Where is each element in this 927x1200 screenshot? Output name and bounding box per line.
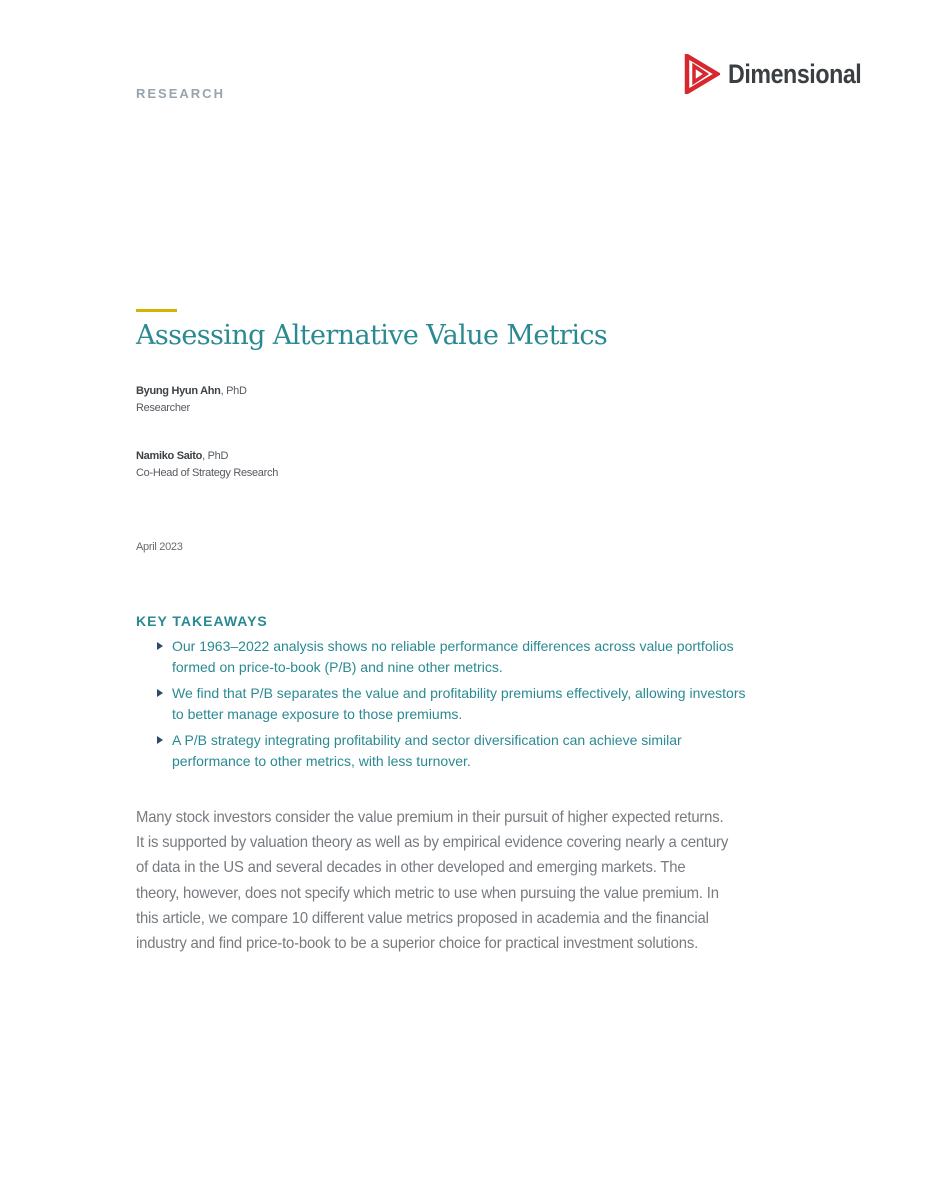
list-item — [158, 683, 758, 725]
dimensional-triangle-logo-icon — [684, 54, 720, 94]
triangle-bullet-icon — [157, 642, 163, 650]
triangle-bullet-icon — [157, 689, 163, 697]
section-label: RESEARCH — [136, 86, 225, 101]
brand-name: Dimensional — [728, 58, 862, 89]
key-takeaways-heading: KEY TAKEAWAYS — [136, 613, 268, 629]
author-name: Namiko Saito — [136, 450, 203, 462]
author-credential: , PhD — [202, 450, 229, 462]
title-accent-rule — [136, 309, 177, 312]
triangle-bullet-icon — [157, 736, 163, 744]
brand-logo — [684, 54, 883, 94]
author-role: Co-Head of Strategy Research — [136, 467, 279, 479]
takeaway-text: A P/B strategy integrating profitability and sector diversification can achieve similar performance to other metrics, with less turnover. — [172, 732, 682, 769]
author-name: Byung Hyun Ahn — [136, 385, 221, 397]
key-takeaways-list — [158, 636, 758, 777]
takeaway-text: Our 1963–2022 analysis shows no reliable performance differences across value portfolios formed on price-to-book (P/B) and nine other metrics. — [172, 638, 734, 675]
publication-date: April 2023 — [136, 541, 183, 553]
page-title: Assessing Alternative Value Metrics — [136, 320, 608, 351]
list-item — [158, 636, 758, 678]
author-role: Researcher — [136, 402, 190, 414]
author-block — [136, 448, 278, 482]
takeaway-text: We find that P/B separates the value and profitability premiums effectively, allowing investors to better manage exposure to those premiums. — [172, 685, 746, 722]
author-credential: , PhD — [220, 385, 247, 397]
intro-paragraph: Many stock investors consider the value premium in their pursuit of higher expected returns. It is supported by valuation theory as well as by empirical evidence covering nearly a century of data in the US and several decades in other developed and emerging markets. The theory, however, does not specify which metric to use when pursuing the value premium. In this article, we compare 10 different value metrics proposed in academia and the financial industry and find price-to-book to be a superior choice for practical investment solutions. — [136, 809, 729, 953]
list-item — [158, 730, 758, 772]
author-block — [136, 383, 247, 417]
